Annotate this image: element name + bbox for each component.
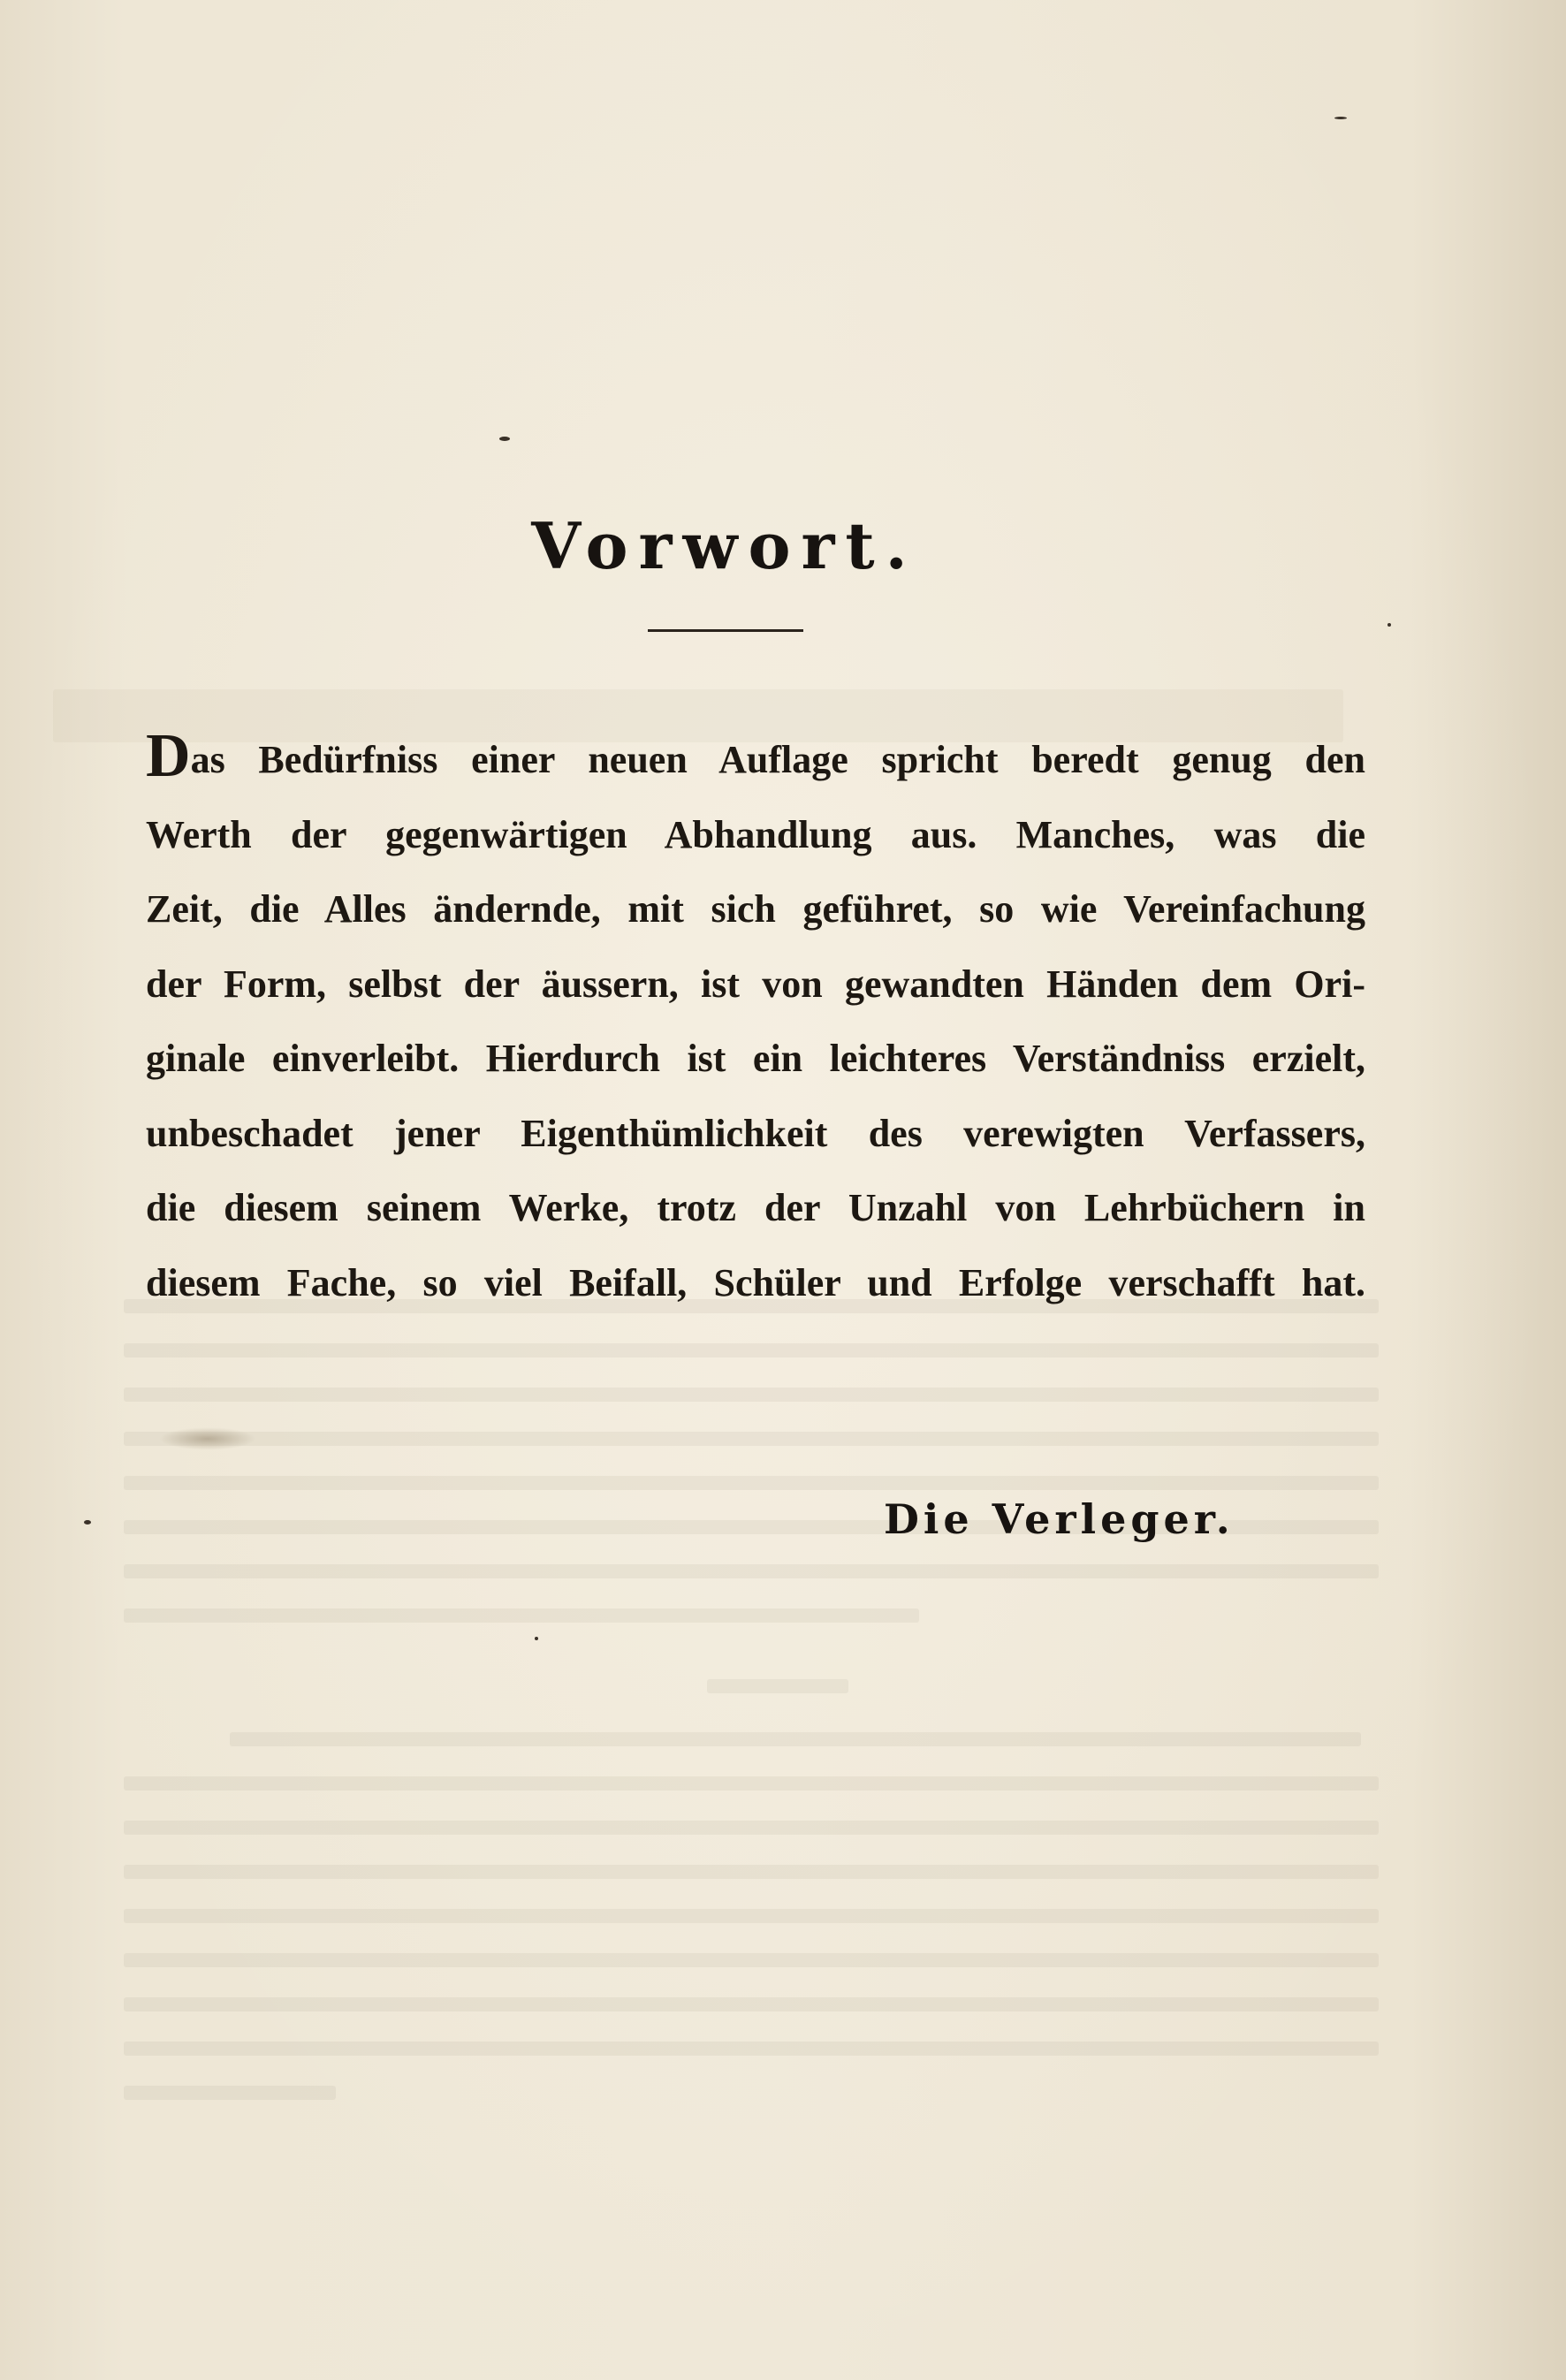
page-title: Vorwort.	[531, 508, 918, 583]
paragraph-line-7: die diesem seinem Werke, trotz der Unzahl von Lehrbüchern in	[146, 1186, 1365, 1229]
paper-speck	[535, 1637, 538, 1640]
paper-speck	[1387, 623, 1391, 627]
paragraph-line-1-text: as Bedürfniss einer neuen Auflage spricht beredt genug den	[190, 738, 1365, 781]
paper-speck	[499, 437, 510, 441]
paragraph-line-1	[146, 723, 1365, 798]
paragraph-line-6: unbeschadet jener Eigenthümlichkeit des verewigten Verfassers,	[146, 1111, 1365, 1155]
paragraph-line-4: der Form, selbst der äussern, ist von gewandten Händen dem Ori-	[146, 962, 1365, 1006]
initial-letter: D	[146, 722, 191, 790]
signature: Die Verleger.	[884, 1495, 1235, 1543]
paragraph-line-2: Werth der gegenwärtigen Abhandlung aus. Manches, was die	[146, 812, 1365, 856]
paragraph-line-8: diesem Fache, so viel Beifall, Schüler und Erfolge verschafft hat.	[146, 1260, 1365, 1304]
paper-speck	[1334, 117, 1347, 119]
preface-paragraph	[146, 723, 1365, 1320]
title-divider	[648, 629, 803, 632]
paper-speck	[84, 1520, 91, 1525]
paragraph-line-5: ginale einverleibt. Hierdurch ist ein leichteres Verständniss erzielt,	[146, 1037, 1365, 1080]
paragraph-line-3: Zeit, die Alles ändernde, mit sich geführet, so wie Vereinfachung	[146, 887, 1365, 931]
paper-stain	[159, 1427, 256, 1450]
